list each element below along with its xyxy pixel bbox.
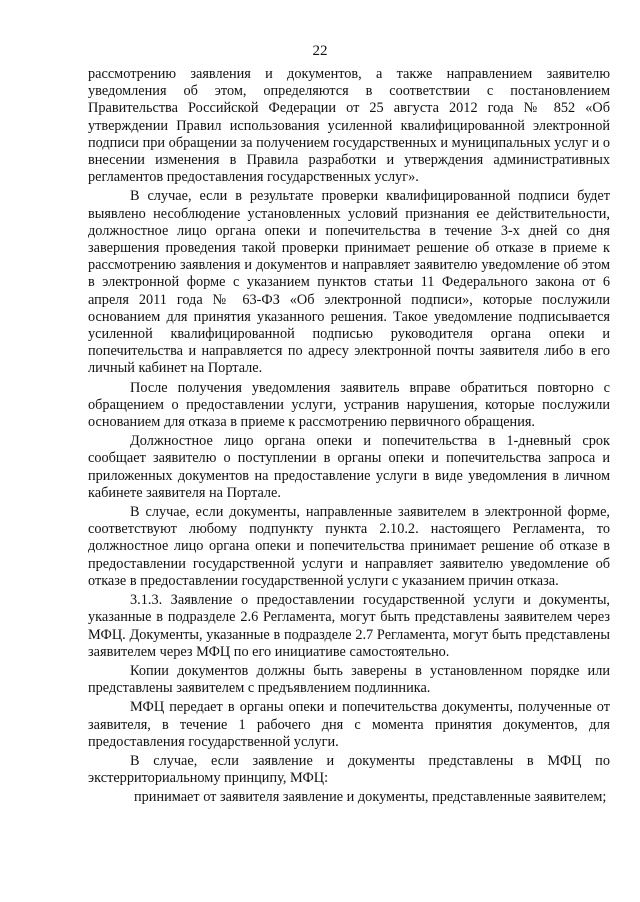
page-number: 22 <box>312 43 328 59</box>
paragraph-notification: Должностное лицо органа опеки и попечительства в 1-дневный срок сообщает заявителю о поступлении в органы опеки и попечительства запроса и приложенных документов на предоставление услуги в виде уведомления в личном кабинете заявителя на Портале. <box>88 433 610 501</box>
document-body <box>88 66 610 807</box>
paragraph-copies: Копии документов должны быть заверены в установленном порядке или представлены заявителем с предъявлением подлинника. <box>88 662 610 697</box>
paragraph-list-item: принимает от заявителя заявление и документы, представленные заявителем; <box>134 789 607 806</box>
paragraph-mfc-transfer: МФЦ передает в органы опеки и попечительства документы, полученные от заявителя, в течение 1 рабочего дня с момента принятия документов, для предоставления государственной услуги. <box>88 699 610 750</box>
paragraph-signature-check: В случае, если в результате проверки квалифицированной подписи будет выявлено несоблюдение установленных условий признания ее действительности, должностное лицо органа опеки и попечительства в течение 3-х дней со дня завершения проведения такой проверки принимает решение об отказе в приеме к рассмотрению заявления и документов и направляет заявителю уведомление об этом в электронной форме с указанием пунктов статьи 11 Федерального закона от 6 апреля 2011 года № 63-ФЗ «Об электронной подписи», которые послужили основанием для принятия указанного решения. Такое уведомление подписывается усиленной квалифицированной подписью руководителя органа опеки и попечительства и направляется по адресу электронной почты заявителя либо в его личный кабинет на Портале. <box>88 188 610 377</box>
paragraph-repeat-request: После получения уведомления заявитель вправе обратиться повторно с обращением о предоставлении услуги, устранив нарушения, которые послужили основанием для отказа в приеме к рассмотрению первичного обращения. <box>88 379 610 431</box>
paragraph-continuation: рассмотрению заявления и документов, а также направлением заявителю уведомления об этом, определяются в соответствии с постановлением Правительства Российской Федерации от 25 августа 2012 года № 852 «Об утверждении Правил использования усиленной квалифицированной электронной подписи при обращении за получением государственных и муниципальных услуг и о внесении изменения в Правила разработки и утверждения административных регламентов предоставления государственных услуг». <box>88 66 610 186</box>
paragraph-refusal: В случае, если документы, направленные заявителем в электронной форме, соответствуют любому подпункту пункта 2.10.2. настоящего Регламента, то должностное лицо органа опеки и попечительства принимает решение об отказе в предоставлении государственной услуги и направляет заявителю уведомление об отказе в предоставлении государственной услуги с указанием причин отказа. <box>88 504 610 589</box>
paragraph-extraterritorial: В случае, если заявление и документы представлены в МФЦ по экстерриториальному принципу, МФЦ: <box>88 752 610 787</box>
paragraph-3-1-3: 3.1.3. Заявление о предоставлении государственной услуги и документы, указанные в подразделе 2.6 Регламента, могут быть представлены заявителем через МФЦ. Документы, указанные в подразделе 2.7 Регламента, могут быть представлены заявителем через МФЦ по его инициативе самостоятельно. <box>88 592 610 660</box>
